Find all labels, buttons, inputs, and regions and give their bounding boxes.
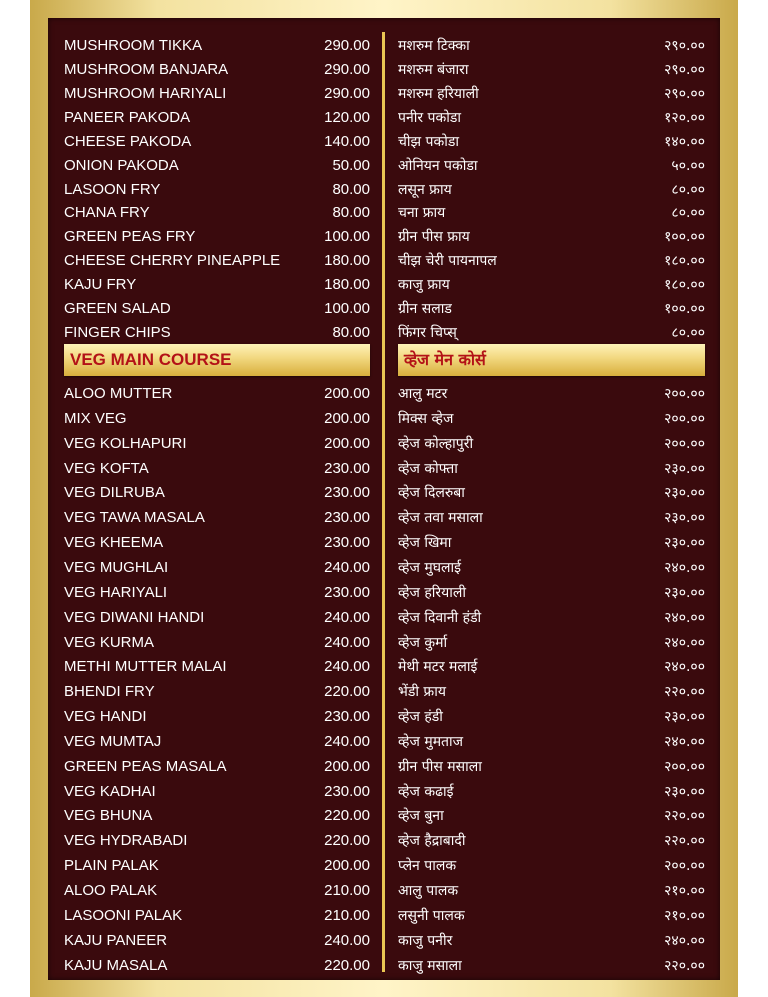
item-name-en: MUSHROOM TIKKA — [64, 37, 203, 54]
item-price-en: 290.00 — [324, 37, 370, 54]
item-price-mr: २३०.०० — [664, 485, 705, 501]
item-name-mr: व्हेज हरियाली — [398, 585, 466, 601]
item-price-en: 100.00 — [324, 228, 370, 245]
item-name-en: ALOO PALAK — [64, 882, 158, 899]
item-name-en: VEG HANDI — [64, 708, 147, 725]
item-price-mr: २००.०० — [664, 436, 705, 452]
item-name-mr: व्हेज मुमताज — [398, 734, 464, 750]
item-name-en: CHANA FRY — [64, 204, 150, 221]
item-price-en: 200.00 — [324, 758, 370, 775]
item-price-mr: २९०.०० — [664, 62, 705, 78]
item-price-mr: ८०.०० — [671, 182, 705, 198]
item-price-en: 100.00 — [324, 300, 370, 317]
item-name-mr: चीझ पकोडा — [398, 134, 459, 150]
item-name-mr: ग्रीन सलाड — [398, 301, 452, 317]
item-price-mr: २९०.०० — [664, 38, 705, 54]
item-price-mr: २३०.०० — [664, 510, 705, 526]
item-price-en: 220.00 — [324, 957, 370, 974]
item-name-en: VEG MUGHLAI — [64, 559, 169, 576]
item-name-mr: व्हेज कोफ्ता — [398, 461, 458, 477]
item-name-en: GREEN SALAD — [64, 300, 171, 317]
item-name-mr: काजु मसाला — [398, 958, 462, 974]
item-name-en: LASOONI PALAK — [64, 907, 183, 924]
item-price-en: 230.00 — [324, 484, 370, 501]
item-price-en: 230.00 — [324, 708, 370, 725]
item-name-en: KAJU MASALA — [64, 957, 168, 974]
item-name-mr: ग्रीन पीस फ्राय — [398, 229, 470, 245]
item-name-en: FINGER CHIPS — [64, 324, 171, 341]
item-name-en: PLAIN PALAK — [64, 857, 159, 874]
item-price-mr: २००.०० — [664, 858, 705, 874]
item-price-en: 80.00 — [332, 181, 370, 198]
item-name-en: GREEN PEAS FRY — [64, 228, 196, 245]
item-name-mr: काजु पनीर — [398, 933, 453, 949]
item-name-mr: ओनियन पकोडा — [398, 158, 478, 174]
item-price-en: 230.00 — [324, 534, 370, 551]
item-price-en: 200.00 — [324, 435, 370, 452]
item-price-mr: २३०.०० — [664, 709, 705, 725]
item-price-mr: २४०.०० — [664, 933, 705, 949]
item-name-mr: मेथी मटर मलाई — [398, 659, 478, 675]
item-price-mr: २४०.०० — [664, 659, 705, 675]
item-name-mr: काजु फ्राय — [398, 277, 450, 293]
item-name-en: VEG HYDRABADI — [64, 832, 188, 849]
section-heading-mr: व्हेज मेन कोर्स — [404, 350, 486, 369]
item-name-mr: प्लेन पालक — [398, 858, 457, 874]
item-name-mr: व्हेज तवा मसाला — [398, 510, 483, 526]
item-name-mr: मशरुम हरियाली — [398, 86, 479, 102]
column-divider — [382, 32, 385, 972]
item-price-en: 220.00 — [324, 807, 370, 824]
item-price-mr: २२०.०० — [664, 833, 705, 849]
item-price-en: 200.00 — [324, 410, 370, 427]
item-name-en: VEG DIWANI HANDI — [64, 609, 205, 626]
item-name-mr: व्हेज खिमा — [398, 535, 452, 551]
item-price-en: 210.00 — [324, 882, 370, 899]
item-price-en: 80.00 — [332, 204, 370, 221]
item-name-en: CHEESE CHERRY PINEAPPLE — [64, 252, 281, 269]
item-price-en: 180.00 — [324, 252, 370, 269]
item-price-en: 180.00 — [324, 276, 370, 293]
item-name-en: PANEER PAKODA — [64, 109, 191, 126]
item-name-mr: ग्रीन पीस मसाला — [398, 759, 482, 775]
item-price-en: 80.00 — [332, 324, 370, 341]
item-price-en: 120.00 — [324, 109, 370, 126]
item-price-mr: २४०.०० — [664, 734, 705, 750]
item-name-mr: व्हेज कुर्मा — [398, 635, 448, 651]
item-price-en: 240.00 — [324, 932, 370, 949]
item-name-mr: व्हेज हंडी — [398, 709, 443, 725]
item-price-mr: १८०.०० — [664, 277, 705, 293]
item-name-en: VEG KADHAI — [64, 783, 156, 800]
item-price-en: 240.00 — [324, 609, 370, 626]
item-price-mr: १००.०० — [664, 301, 705, 317]
item-price-mr: २००.०० — [664, 411, 705, 427]
item-name-mr: व्हेज कढाई — [398, 784, 454, 800]
item-name-en: VEG BHUNA — [64, 807, 153, 824]
item-name-en: BHENDI FRY — [64, 683, 155, 700]
item-price-en: 230.00 — [324, 783, 370, 800]
section-banner-main-course-en — [64, 344, 370, 376]
item-price-mr: २००.०० — [664, 386, 705, 402]
item-name-mr: पनीर पकोडा — [398, 110, 461, 126]
item-price-mr: २१०.०० — [664, 908, 705, 924]
item-name-en: MUSHROOM BANJARA — [64, 61, 229, 78]
item-name-en: GREEN PEAS MASALA — [64, 758, 227, 775]
item-name-mr: व्हेज दिवानी हंडी — [398, 610, 482, 626]
item-price-mr: १००.०० — [664, 229, 705, 245]
item-name-mr: चना फ्राय — [398, 205, 446, 221]
item-name-en: ALOO MUTTER — [64, 385, 173, 402]
item-price-en: 50.00 — [332, 157, 370, 174]
item-price-en: 220.00 — [324, 683, 370, 700]
item-name-en: MUSHROOM HARIYALI — [64, 85, 227, 102]
item-name-en: VEG DILRUBA — [64, 484, 165, 501]
item-price-mr: २२०.०० — [664, 958, 705, 974]
item-name-mr: फिंगर चिप्स् — [398, 325, 457, 341]
item-name-en: VEG MUMTAJ — [64, 733, 162, 750]
item-price-mr: २४०.०० — [664, 610, 705, 626]
item-price-mr: २२०.०० — [664, 684, 705, 700]
item-price-mr: १२०.०० — [664, 110, 705, 126]
item-price-mr: २००.०० — [664, 759, 705, 775]
item-price-mr: ८०.०० — [671, 205, 705, 221]
item-name-mr: व्हेज दिलरुबा — [398, 485, 465, 501]
item-name-en: MIX VEG — [64, 410, 127, 427]
item-price-en: 240.00 — [324, 634, 370, 651]
item-name-mr: व्हेज हैद्राबादी — [398, 833, 466, 849]
item-name-mr: मशरुम बंजारा — [398, 62, 469, 78]
item-price-mr: ५०.०० — [671, 158, 705, 174]
item-name-mr: आलु मटर — [398, 386, 448, 402]
item-price-mr: २९०.०० — [664, 86, 705, 102]
item-name-mr: व्हेज मुघलाई — [398, 560, 461, 576]
item-price-en: 240.00 — [324, 658, 370, 675]
item-price-en: 140.00 — [324, 133, 370, 150]
item-name-mr: व्हेज कोल्हापुरी — [398, 436, 474, 452]
item-price-mr: २३०.०० — [664, 784, 705, 800]
item-name-en: KAJU FRY — [64, 276, 137, 293]
item-price-mr: २४०.०० — [664, 560, 705, 576]
item-price-en: 200.00 — [324, 385, 370, 402]
item-price-en: 290.00 — [324, 61, 370, 78]
item-price-en: 240.00 — [324, 559, 370, 576]
item-price-en: 290.00 — [324, 85, 370, 102]
item-price-mr: १८०.०० — [664, 253, 705, 269]
item-name-en: LASOON FRY — [64, 181, 161, 198]
item-price-en: 240.00 — [324, 733, 370, 750]
item-price-en: 230.00 — [324, 584, 370, 601]
item-name-mr: व्हेज बुना — [398, 808, 444, 824]
item-price-mr: २३०.०० — [664, 585, 705, 601]
item-price-en: 230.00 — [324, 460, 370, 477]
item-name-en: VEG HARIYALI — [64, 584, 168, 601]
item-price-mr: २३०.०० — [664, 535, 705, 551]
item-name-en: VEG KHEEMA — [64, 534, 164, 551]
item-name-en: VEG TAWA MASALA — [64, 509, 205, 526]
item-price-mr: २४०.०० — [664, 635, 705, 651]
item-price-en: 220.00 — [324, 832, 370, 849]
item-price-mr: २१०.०० — [664, 883, 705, 899]
item-name-mr: चीझ चेरी पायनापल — [398, 253, 497, 269]
item-name-en: VEG KOLHAPURI — [64, 435, 187, 452]
item-name-mr: लसून फ्राय — [398, 182, 452, 198]
item-price-en: 230.00 — [324, 509, 370, 526]
item-price-mr: ८०.०० — [671, 325, 705, 341]
item-price-en: 200.00 — [324, 857, 370, 874]
item-name-en: CHEESE PAKODA — [64, 133, 192, 150]
section-heading-en: VEG MAIN COURSE — [70, 350, 232, 369]
item-name-en: VEG KOFTA — [64, 460, 149, 477]
section-banner-main-course-mr — [398, 344, 705, 376]
item-name-mr: आलु पालक — [398, 883, 459, 899]
item-name-en: METHI MUTTER MALAI — [64, 658, 227, 675]
item-name-mr: लसुनी पालक — [398, 908, 465, 924]
item-price-en: 210.00 — [324, 907, 370, 924]
item-name-en: ONION PAKODA — [64, 157, 179, 174]
item-price-mr: १४०.०० — [664, 134, 705, 150]
item-name-en: KAJU PANEER — [64, 932, 168, 949]
item-name-mr: मिक्स व्हेज — [398, 411, 454, 427]
item-name-mr: मशरुम टिक्का — [398, 38, 470, 54]
item-name-mr: भेंडी फ्राय — [398, 684, 446, 700]
item-price-mr: २२०.०० — [664, 808, 705, 824]
item-name-en: VEG KURMA — [64, 634, 155, 651]
item-price-mr: २३०.०० — [664, 461, 705, 477]
